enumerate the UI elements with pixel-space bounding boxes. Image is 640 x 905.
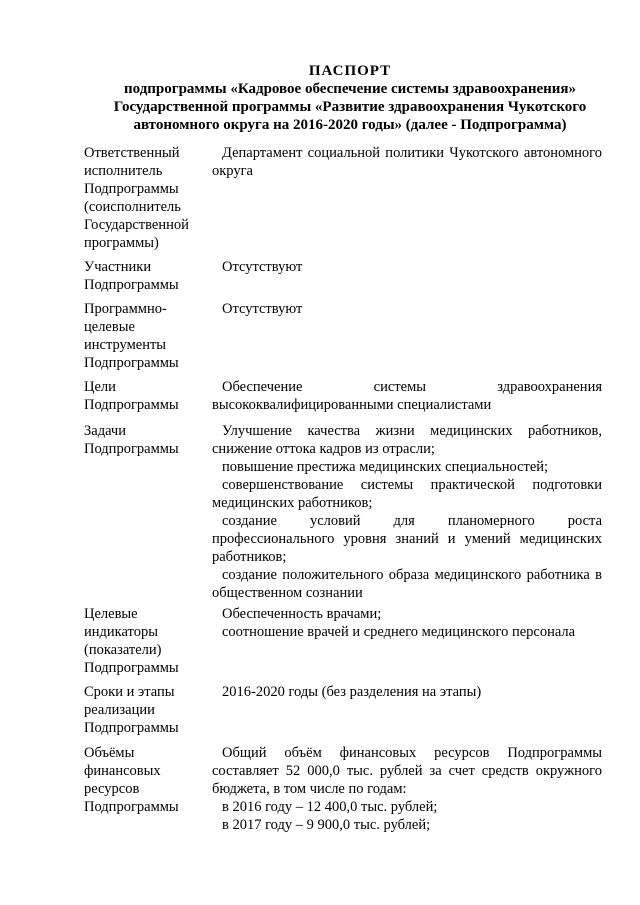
label-line: Подпрограммы [84,277,179,293]
value-paragraph: повышение престижа медицинских специальностей; [222,459,549,475]
value-paragraph: Обеспеченность врачами; [222,606,382,622]
value-paragraph: совершенствование системы практической подготовки медицинских работников; [212,477,602,511]
label-line: программы) [84,235,159,251]
value-paragraph: создание условий для планомерного роста профессионального уровня знаний и умений медицинских работников; [212,513,602,565]
label-line: Ответственный [84,145,180,161]
row-label [84,258,202,294]
label-line: (соисполнитель [84,199,181,215]
label-line: Подпрограммы [84,441,179,457]
passport-heading [60,62,640,134]
value-paragraph: Отсутствуют [222,301,303,317]
value-paragraph: 2016-2020 годы (без разделения на этапы) [222,684,482,700]
row-label [84,300,202,372]
row-value [212,605,602,641]
row-label [84,144,202,252]
label-line: целевые [84,319,135,335]
label-line: Целевые [84,606,138,622]
label-line: ресурсов [84,781,140,797]
row-value [212,258,602,276]
row-label [84,378,202,414]
label-line: Подпрограммы [84,799,179,815]
row-label [84,744,202,816]
label-line: Объёмы [84,745,135,761]
label-line: финансовых [84,763,161,779]
label-line: Подпрограммы [84,720,179,736]
label-line: Задачи [84,423,126,439]
label-line: Подпрограммы [84,397,179,413]
label-line: Подпрограммы [84,355,179,371]
label-line: реализации [84,702,155,718]
heading-title: ПАСПОРТ [308,63,392,79]
label-line: (показатели) [84,642,162,658]
value-paragraph: Обеспечение системы здравоохранения высококвалифицированными специалистами [212,379,602,413]
heading-line-2: подпрограммы «Кадровое обеспечение системы здравоохранения» [123,81,577,97]
heading-line-3: Государственной программы «Развитие здравоохранения Чукотского [113,99,587,115]
value-paragraph: Общий объём финансовых ресурсов Подпрограммы составляет 52 000,0 тыс. рублей за счет средств окружного бюджета, в том числе по годам: [212,745,602,797]
row-value [212,144,602,180]
value-paragraph: Улучшение качества жизни медицинских работников, снижение оттока кадров из отрасли; [212,423,602,457]
label-line: Подпрограммы [84,660,179,676]
row-label [84,422,202,458]
row-value [212,422,602,602]
label-line: Программно- [84,301,167,317]
label-line: Цели [84,379,116,395]
value-paragraph: создание положительного образа медицинского работника в общественном сознании [212,567,602,601]
row-value [212,300,602,318]
label-line: Государственной [84,217,189,233]
label-line: инструменты [84,337,167,353]
value-paragraph: соотношение врачей и среднего медицинского персонала [222,624,576,640]
label-line: индикаторы [84,624,158,640]
label-line: Подпрограммы [84,181,179,197]
row-value [212,378,602,414]
row-label [84,683,202,737]
heading-line-4: автономного округа на 2016-2020 годы» (далее - Подпрограмма) [133,117,567,133]
value-paragraph: Департамент социальной политики Чукотского автономного округа [212,145,602,179]
value-paragraph: в 2017 году – 9 900,0 тыс. рублей; [222,817,431,833]
row-value [212,683,602,701]
label-line: Сроки и этапы [84,684,175,700]
row-label [84,605,202,677]
label-line: исполнитель [84,163,163,179]
value-paragraph: Отсутствуют [222,259,303,275]
label-line: Участники [84,259,152,275]
value-paragraph: в 2016 году – 12 400,0 тыс. рублей; [222,799,438,815]
row-value [212,744,602,834]
